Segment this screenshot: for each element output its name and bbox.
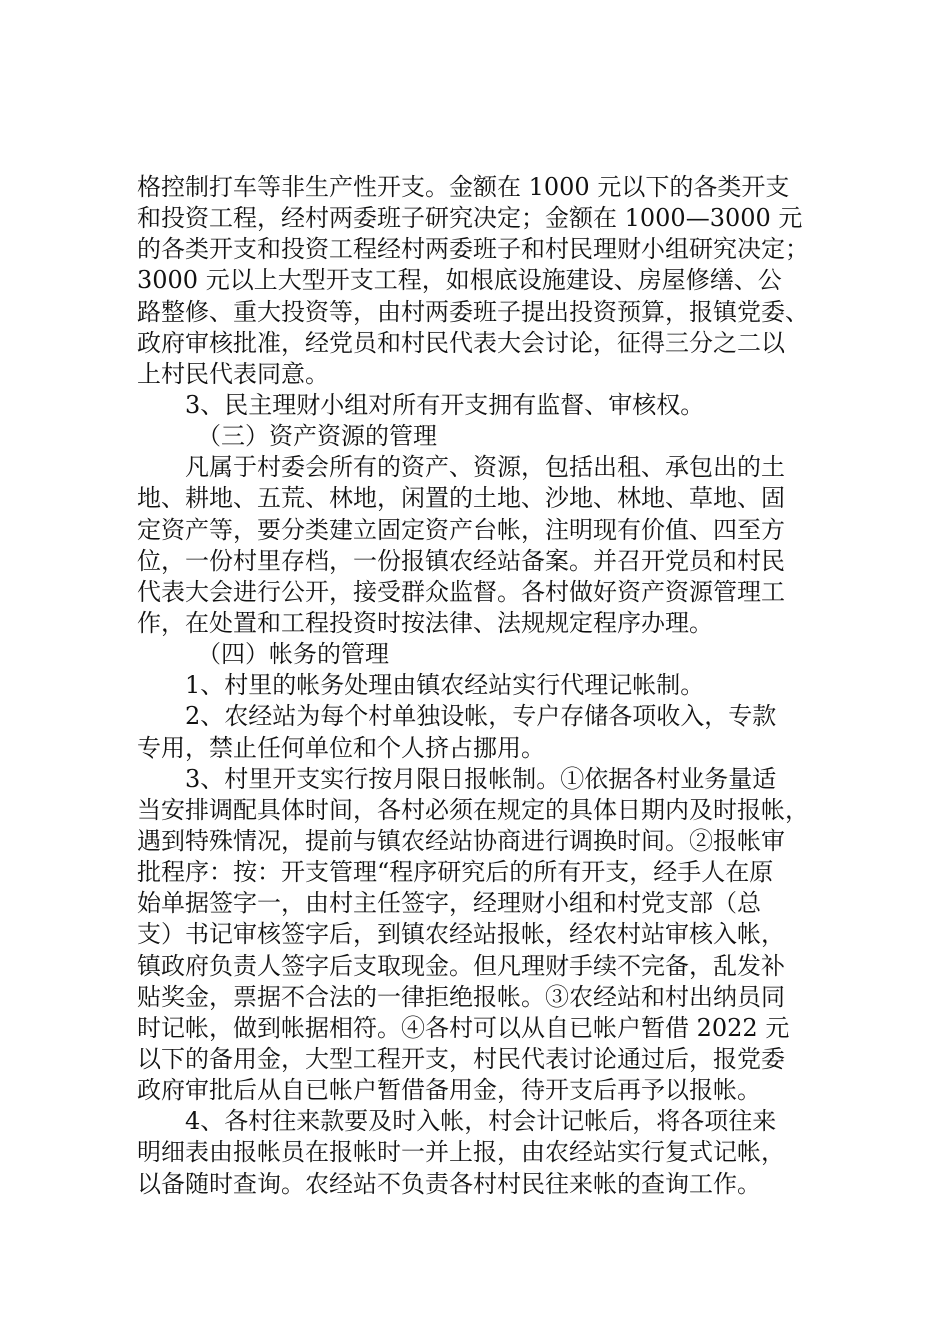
text-line: 贴奖金，票据不合法的一律拒绝报帐。③农经站和村出纳员同	[137, 982, 785, 1011]
text-line: 以下的备用金，大型工程开支，村民代表讨论通过后，报党委	[137, 1044, 785, 1073]
text-line: 专用，禁止任何单位和个人挤占挪用。	[137, 733, 545, 762]
text-line: 路整修、重大投资等，由村两委班子提出投资预算，报镇党委、	[137, 297, 809, 326]
paragraph-first-line: 3、民主理财小组对所有开支拥有监督、审核权。	[185, 390, 705, 419]
paragraph-first-line: 2、农经站为每个村单独设帐，专户存储各项收入，专款	[185, 702, 777, 731]
text-line: 作，在处置和工程投资时按法律、法规规定程序办理。	[137, 608, 713, 637]
body-text	[137, 172, 837, 1200]
text-line: 以备随时查询。农经站不负责各村村民往来帐的查询工作。	[137, 1169, 761, 1198]
text-line: 时记帐，做到帐据相符。④各村可以从自已帐户暂借 2022 元	[137, 1013, 790, 1042]
text-line: 支）书记审核签字后，到镇农经站报帐，经农村站审核入帐，	[137, 920, 785, 949]
text-line: 地、耕地、五荒、林地，闲置的土地、沙地、林地、草地、固	[137, 484, 785, 513]
paragraph-first-line: 4、各村往来款要及时入帐，村会计记帐后，将各项往来	[185, 1107, 777, 1136]
text-line: 政府审核批准，经党员和村民代表大会讨论，征得三分之二以	[137, 328, 785, 357]
text-line: 镇政府负责人签字后支取现金。但凡理财手续不完备，乱发补	[137, 951, 785, 980]
text-line: 3000 元以上大型开支工程，如根底设施建设、房屋修缮、公	[137, 266, 782, 295]
paragraph-first-line: 凡属于村委会所有的资产、资源，包括出租、承包出的土	[185, 453, 785, 482]
text-line: 政府审批后从自已帐户暂借备用金，待开支后再予以报帐。	[137, 1076, 761, 1105]
text-line: 的各类开支和投资工程经村两委班子和村民理财小组研究决定；	[137, 235, 809, 264]
section-heading: （四）帐务的管理	[197, 640, 389, 669]
paragraph-first-line: 3、村里开支实行按月限日报帐制。①依据各村业务量适	[185, 764, 777, 793]
paragraph-first-line: 1、村里的帐务处理由镇农经站实行代理记帐制。	[185, 671, 705, 700]
text-line: 遇到特殊情况，提前与镇农经站协商进行调换时间。②报帐审	[137, 826, 785, 855]
text-line: 上村民代表同意。	[137, 359, 329, 388]
text-line: 始单据签字一，由村主任签字，经理财小组和村党支部（总	[137, 889, 761, 918]
text-line: 位，一份村里存档，一份报镇农经站备案。并召开党员和村民	[137, 546, 785, 575]
text-line: 和投资工程，经村两委班子研究决定；金额在 1000—3000 元	[137, 204, 803, 233]
text-line: 当安排调配具体时间，各村必须在规定的具体日期内及时报帐，	[137, 795, 809, 824]
text-line: 批程序：按：开支管理“程序研究后的所有开支，经手人在原	[137, 858, 774, 887]
text-line: 明细表由报帐员在报帐时一并上报，由农经站实行复式记帐，	[137, 1138, 785, 1167]
section-heading: （三）资产资源的管理	[197, 422, 437, 451]
text-line: 定资产等，要分类建立固定资产台帐，注明现有价值、四至方	[137, 515, 785, 544]
text-line: 格控制打车等非生产性开支。金额在 1000 元以下的各类开支	[137, 173, 790, 201]
text-line: 代表大会进行公开，接受群众监督。各村做好资产资源管理工	[137, 577, 785, 606]
